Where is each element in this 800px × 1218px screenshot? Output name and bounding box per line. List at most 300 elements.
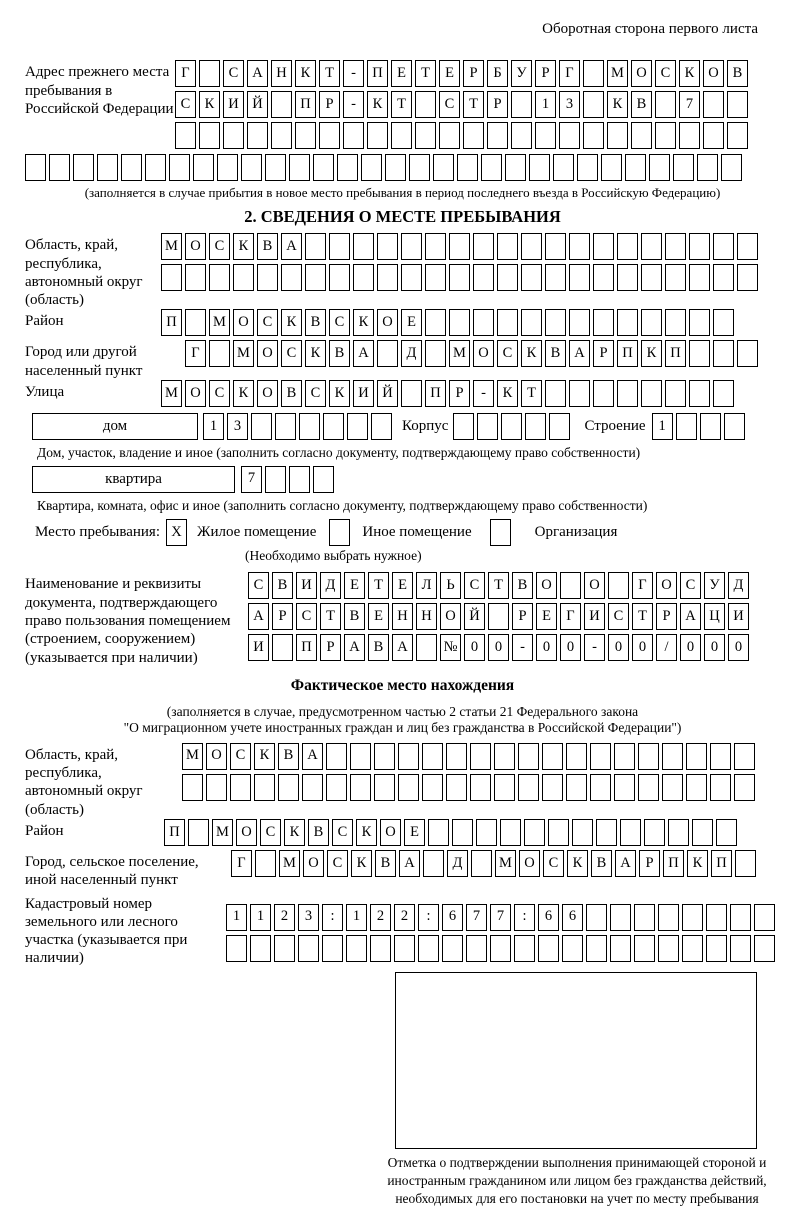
char-box xyxy=(572,819,593,846)
region-grid xyxy=(161,233,758,295)
char-box: В xyxy=(368,634,389,661)
char-box xyxy=(250,935,271,962)
char-box: С xyxy=(209,380,230,407)
char-box xyxy=(487,122,508,149)
char-box xyxy=(542,774,563,801)
char-box: Г xyxy=(559,60,580,87)
char-box: С xyxy=(248,572,269,599)
char-box: У xyxy=(704,572,725,599)
char-box xyxy=(452,819,473,846)
char-box xyxy=(538,935,559,962)
char-box xyxy=(371,413,392,440)
char-box: О xyxy=(473,340,494,367)
char-row xyxy=(652,413,745,440)
char-box: 6 xyxy=(442,904,463,931)
char-box xyxy=(488,603,509,630)
char-box xyxy=(586,935,607,962)
char-box xyxy=(730,904,751,931)
char-box: С xyxy=(305,380,326,407)
char-box: Е xyxy=(344,572,365,599)
char-box: 3 xyxy=(298,904,319,931)
char-box: М xyxy=(182,743,203,770)
char-box xyxy=(727,91,748,118)
field-district xyxy=(25,309,780,340)
char-box: 0 xyxy=(632,634,653,661)
char-box xyxy=(433,154,454,181)
char-box xyxy=(481,154,502,181)
char-box xyxy=(425,309,446,336)
char-box: П xyxy=(425,380,446,407)
char-box xyxy=(209,264,230,291)
char-box: В xyxy=(375,850,396,877)
char-box xyxy=(254,774,275,801)
char-box xyxy=(223,122,244,149)
char-box: 7 xyxy=(490,904,511,931)
char-box xyxy=(377,264,398,291)
char-box xyxy=(662,774,683,801)
char-row xyxy=(203,413,392,440)
char-box xyxy=(169,154,190,181)
char-box: В xyxy=(281,380,302,407)
char-box: 0 xyxy=(560,634,581,661)
char-box: - xyxy=(584,634,605,661)
char-box xyxy=(735,850,756,877)
char-box xyxy=(470,774,491,801)
char-row xyxy=(231,850,756,877)
char-box: Р xyxy=(512,603,533,630)
char-box: С xyxy=(327,850,348,877)
char-box xyxy=(490,935,511,962)
char-box xyxy=(542,743,563,770)
char-box xyxy=(655,91,676,118)
char-box: К xyxy=(607,91,628,118)
char-box xyxy=(545,309,566,336)
char-box xyxy=(593,380,614,407)
char-box: А xyxy=(392,634,413,661)
char-box xyxy=(505,154,526,181)
char-box: К xyxy=(367,91,388,118)
char-box xyxy=(188,819,209,846)
field-house xyxy=(32,413,780,444)
char-box: - xyxy=(473,380,494,407)
char-box xyxy=(566,743,587,770)
char-box xyxy=(409,154,430,181)
char-row xyxy=(226,904,775,931)
char-box xyxy=(569,380,590,407)
char-box xyxy=(601,154,622,181)
checkbox-residential: X xyxy=(166,519,187,546)
char-box xyxy=(662,743,683,770)
char-box xyxy=(655,122,676,149)
char-box xyxy=(658,904,679,931)
char-row xyxy=(161,309,734,336)
char-box: 1 xyxy=(226,904,247,931)
char-box: Т xyxy=(368,572,389,599)
char-box xyxy=(737,233,758,260)
char-box: Р xyxy=(593,340,614,367)
char-box: К xyxy=(497,380,518,407)
char-box xyxy=(713,264,734,291)
char-row xyxy=(248,634,749,661)
char-box xyxy=(241,154,262,181)
char-box: К xyxy=(353,309,374,336)
char-box: - xyxy=(512,634,533,661)
char-box: Е xyxy=(368,603,389,630)
char-box: И xyxy=(223,91,244,118)
char-box xyxy=(754,935,775,962)
char-box: Р xyxy=(535,60,556,87)
char-box xyxy=(422,743,443,770)
stamp-caption: Отметка о подтверждении выполнения принимающей стороной и иностранным гражданином или лицом без гражданства действий, необходимых для его постановки на учет по месту пребывания xyxy=(387,1154,767,1207)
char-box xyxy=(569,309,590,336)
char-box: № xyxy=(440,634,461,661)
char-box: К xyxy=(356,819,377,846)
char-box xyxy=(255,850,276,877)
char-box: К xyxy=(281,309,302,336)
char-box xyxy=(734,774,755,801)
char-box: К xyxy=(295,60,316,87)
char-box xyxy=(549,413,570,440)
char-row xyxy=(182,774,755,801)
char-box: П xyxy=(161,309,182,336)
char-box: О xyxy=(257,380,278,407)
char-box xyxy=(343,122,364,149)
char-box xyxy=(289,466,310,493)
char-box xyxy=(593,309,614,336)
char-box: Т xyxy=(415,60,436,87)
char-box: Е xyxy=(439,60,460,87)
char-box xyxy=(271,122,292,149)
char-box xyxy=(641,264,662,291)
cadastral-grid xyxy=(226,892,775,966)
char-box: А xyxy=(569,340,590,367)
char-box xyxy=(49,154,70,181)
char-box: О xyxy=(303,850,324,877)
char-box xyxy=(463,122,484,149)
char-box: Й xyxy=(377,380,398,407)
char-box: Т xyxy=(632,603,653,630)
char-box xyxy=(251,413,272,440)
char-box xyxy=(398,774,419,801)
char-box: 3 xyxy=(227,413,248,440)
char-box xyxy=(617,233,638,260)
char-box xyxy=(193,154,214,181)
field-prev-address xyxy=(25,60,780,153)
char-box: А xyxy=(247,60,268,87)
char-box xyxy=(754,904,775,931)
char-box xyxy=(401,380,422,407)
char-box xyxy=(614,774,635,801)
char-box xyxy=(494,774,515,801)
char-box xyxy=(608,572,629,599)
char-box: В xyxy=(305,309,326,336)
char-row xyxy=(161,264,758,291)
char-box: С xyxy=(655,60,676,87)
char-box xyxy=(682,935,703,962)
char-box: К xyxy=(679,60,700,87)
char-box xyxy=(476,819,497,846)
char-box: О xyxy=(377,309,398,336)
char-row xyxy=(164,819,737,846)
char-box xyxy=(545,233,566,260)
char-box xyxy=(545,264,566,291)
char-box xyxy=(511,122,532,149)
char-box xyxy=(299,413,320,440)
char-box xyxy=(199,60,220,87)
actual-region-label: Область, край, республика, автономный округ (область) xyxy=(25,746,143,818)
char-box: С xyxy=(257,309,278,336)
char-box xyxy=(418,935,439,962)
option-organization-label: Организация xyxy=(534,524,618,540)
char-box xyxy=(175,122,196,149)
char-box xyxy=(710,743,731,770)
char-box xyxy=(737,264,758,291)
char-box xyxy=(518,743,539,770)
char-box xyxy=(302,774,323,801)
char-box xyxy=(350,774,371,801)
actual-city-label: Город, сельское поселение, иной населенный пункт xyxy=(25,853,199,889)
char-box: К xyxy=(254,743,275,770)
char-box: 1 xyxy=(250,904,271,931)
char-box xyxy=(535,122,556,149)
char-box xyxy=(727,122,748,149)
char-box xyxy=(668,819,689,846)
cadastral-label: Кадастровый номер земельного или лесного участка (указывается при наличии) xyxy=(25,895,188,967)
char-box xyxy=(415,122,436,149)
char-box xyxy=(706,935,727,962)
char-box: Е xyxy=(391,60,412,87)
char-box: П xyxy=(367,60,388,87)
char-box xyxy=(665,309,686,336)
char-box xyxy=(590,774,611,801)
char-box: О xyxy=(236,819,257,846)
char-box xyxy=(634,904,655,931)
char-box xyxy=(275,413,296,440)
char-box: Р xyxy=(656,603,677,630)
char-box xyxy=(617,309,638,336)
char-box xyxy=(713,233,734,260)
char-box xyxy=(644,819,665,846)
char-box: В xyxy=(257,233,278,260)
char-box: / xyxy=(656,634,677,661)
char-box xyxy=(305,233,326,260)
char-box: Н xyxy=(392,603,413,630)
char-box xyxy=(329,233,350,260)
char-box xyxy=(298,935,319,962)
char-box: К xyxy=(567,850,588,877)
char-box: Н xyxy=(416,603,437,630)
char-box xyxy=(583,91,604,118)
char-box xyxy=(182,774,203,801)
char-box xyxy=(367,122,388,149)
actual-location-caption-1: (заполняется в случае, предусмотренном частью 2 статьи 21 Федерального закона xyxy=(166,703,639,719)
char-box xyxy=(586,904,607,931)
char-box: 0 xyxy=(536,634,557,661)
char-box: К xyxy=(199,91,220,118)
char-row xyxy=(175,60,748,87)
char-box: В xyxy=(631,91,652,118)
char-box xyxy=(422,774,443,801)
char-box xyxy=(590,743,611,770)
char-box: А xyxy=(302,743,323,770)
char-box: П xyxy=(164,819,185,846)
char-box: О xyxy=(233,309,254,336)
char-box xyxy=(423,850,444,877)
char-box: О xyxy=(380,819,401,846)
char-box: М xyxy=(607,60,628,87)
char-box: И xyxy=(728,603,749,630)
stroenie-label: Строение xyxy=(584,418,646,435)
corner-note: Оборотная сторона первого листа xyxy=(542,21,758,37)
section2-title: 2. СВЕДЕНИЯ О МЕСТЕ ПРЕБЫВАНИЯ xyxy=(244,207,561,227)
char-row xyxy=(248,603,749,630)
char-box xyxy=(121,154,142,181)
char-box: О xyxy=(536,572,557,599)
char-box xyxy=(673,154,694,181)
char-box xyxy=(398,743,419,770)
char-box xyxy=(596,819,617,846)
char-box xyxy=(697,154,718,181)
char-box xyxy=(473,309,494,336)
option-other-premises-label: Иное помещение xyxy=(362,524,472,540)
char-box: Т xyxy=(319,60,340,87)
char-box xyxy=(145,154,166,181)
char-box xyxy=(713,380,734,407)
char-box xyxy=(442,935,463,962)
char-box xyxy=(25,154,46,181)
char-box: М xyxy=(161,380,182,407)
char-box xyxy=(247,122,268,149)
char-box: Б xyxy=(487,60,508,87)
char-box xyxy=(634,935,655,962)
char-box: Г xyxy=(175,60,196,87)
char-box: К xyxy=(329,380,350,407)
char-box xyxy=(607,122,628,149)
char-box xyxy=(577,154,598,181)
char-box xyxy=(620,819,641,846)
char-box: А xyxy=(353,340,374,367)
char-box xyxy=(274,935,295,962)
char-box: С xyxy=(464,572,485,599)
char-row xyxy=(226,935,775,962)
char-box: Р xyxy=(487,91,508,118)
char-box xyxy=(553,154,574,181)
char-box xyxy=(425,233,446,260)
char-box: О xyxy=(185,380,206,407)
char-box xyxy=(617,264,638,291)
char-box xyxy=(641,380,662,407)
char-box: Д xyxy=(447,850,468,877)
char-box: П xyxy=(665,340,686,367)
char-box xyxy=(700,413,721,440)
char-box xyxy=(569,264,590,291)
char-box xyxy=(374,743,395,770)
char-box: В xyxy=(591,850,612,877)
char-box xyxy=(638,743,659,770)
field-apartment xyxy=(32,466,780,497)
char-box xyxy=(641,233,662,260)
char-box xyxy=(500,819,521,846)
char-box: С xyxy=(230,743,251,770)
char-box: Р xyxy=(449,380,470,407)
char-box: - xyxy=(343,91,364,118)
char-box: С xyxy=(209,233,230,260)
field-cadastral xyxy=(25,892,780,968)
char-row xyxy=(453,413,570,440)
char-box: Р xyxy=(272,603,293,630)
district-label: Район xyxy=(25,313,64,330)
char-box xyxy=(428,819,449,846)
prev-address-caption: (заполняется в случае прибытия в новое место пребывания в период последнего въезда в Российскую Федерацию) xyxy=(84,185,721,201)
char-box xyxy=(703,91,724,118)
char-box xyxy=(449,233,470,260)
char-box xyxy=(529,154,550,181)
char-box xyxy=(353,233,374,260)
char-box: С xyxy=(329,309,350,336)
char-box xyxy=(689,340,710,367)
char-box xyxy=(449,264,470,291)
char-box xyxy=(401,233,422,260)
char-box: У xyxy=(511,60,532,87)
char-box: Е xyxy=(401,309,422,336)
char-box xyxy=(377,233,398,260)
house-type-box: дом xyxy=(32,413,198,440)
char-box xyxy=(679,122,700,149)
char-box xyxy=(353,264,374,291)
char-box xyxy=(361,154,382,181)
street-label: Улица xyxy=(25,384,65,401)
char-box: И xyxy=(248,634,269,661)
char-box: Р xyxy=(639,850,660,877)
stamp-area xyxy=(395,972,780,1149)
char-box xyxy=(439,122,460,149)
char-box: П xyxy=(295,91,316,118)
char-box: Р xyxy=(463,60,484,87)
char-box: Р xyxy=(319,91,340,118)
char-box xyxy=(676,413,697,440)
char-box: С xyxy=(223,60,244,87)
char-box xyxy=(449,309,470,336)
char-box xyxy=(548,819,569,846)
char-box xyxy=(610,904,631,931)
char-box: С xyxy=(543,850,564,877)
char-box: В xyxy=(545,340,566,367)
char-box: М xyxy=(209,309,230,336)
stamp-box xyxy=(395,972,757,1149)
char-box: А xyxy=(248,603,269,630)
char-box: А xyxy=(399,850,420,877)
char-box: В xyxy=(727,60,748,87)
char-box xyxy=(665,380,686,407)
apartment-type-box: квартира xyxy=(32,466,235,493)
region-label: Область, край, республика, автономный округ (область) xyxy=(25,237,143,309)
char-box xyxy=(710,774,731,801)
char-box: Г xyxy=(632,572,653,599)
char-box xyxy=(471,850,492,877)
char-box xyxy=(97,154,118,181)
char-box: : xyxy=(514,904,535,931)
char-box: 6 xyxy=(538,904,559,931)
char-box xyxy=(346,935,367,962)
char-box xyxy=(323,413,344,440)
char-box xyxy=(337,154,358,181)
char-box: В xyxy=(344,603,365,630)
char-box xyxy=(477,413,498,440)
char-box: О xyxy=(584,572,605,599)
char-box: 7 xyxy=(466,904,487,931)
field-region xyxy=(25,233,780,309)
char-box xyxy=(494,743,515,770)
